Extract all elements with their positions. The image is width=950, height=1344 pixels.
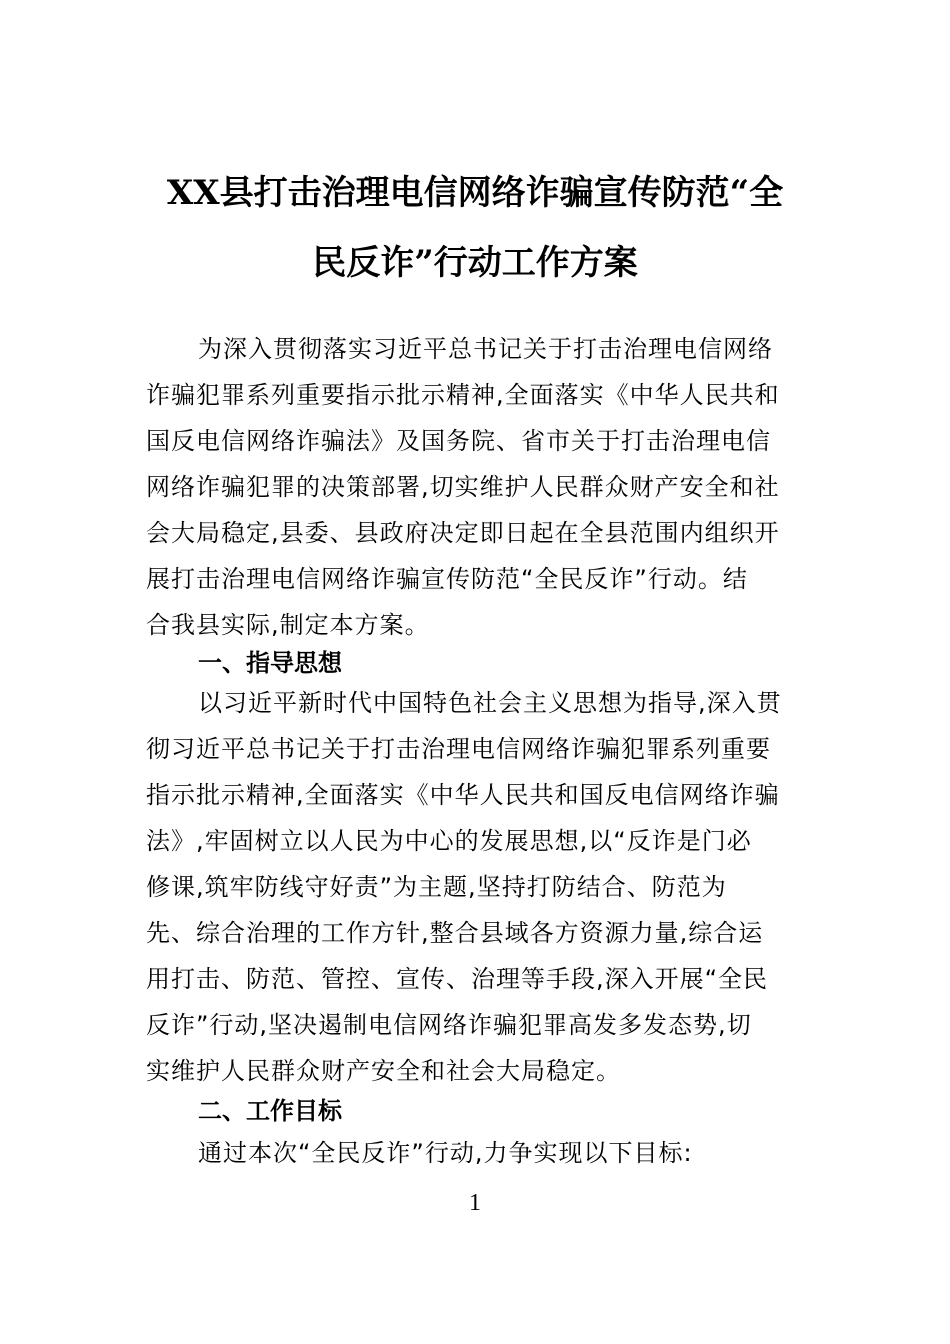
paragraph-line: 为深入贯彻落实习近平总书记关于打击治理电信网络 [198, 335, 773, 363]
page-number: 1 [469, 1190, 481, 1216]
paragraph-line: 彻习近平总书记关于打击治理电信网络诈骗犯罪系列重要 [146, 735, 771, 763]
title-line: XX县打击治理电信网络诈骗宣传防范“全 [166, 173, 784, 213]
paragraph-line: 指示批示精神,全面落实《中华人民共和国反电信网络诈骗 [146, 781, 780, 809]
paragraph-line: 修课,筑牢防线守好责”为主题,坚持打防结合、防范为 [146, 873, 727, 901]
paragraph-line: 会大局稳定,县委、县政府决定即日起在全县范围内组织开 [146, 519, 780, 547]
paragraph-line: 法》,牢固树立以人民为中心的发展思想,以“反诈是门必 [146, 827, 752, 855]
title-line: 民反诈”行动工作方案 [312, 243, 638, 283]
paragraph-line: 合我县实际,制定本方案。 [146, 611, 430, 639]
paragraph-line: 国反电信网络诈骗法》及国务院、省市关于打击治理电信 [146, 427, 771, 455]
document-title [140, 158, 810, 298]
paragraph-line: 先、综合治理的工作方针,整合县域各方资源力量,综合运 [146, 919, 764, 947]
paragraph-line: 展打击治理电信网络诈骗宣传防范“全民反诈”行动。结 [146, 565, 748, 593]
section-heading-guiding-thought: 一、指导思想 [198, 649, 342, 677]
paragraph-line: 反诈”行动,坚决遏制电信网络诈骗犯罪高发多发态势,切 [146, 1011, 752, 1039]
paragraph-line: 用打击、防范、管控、宣传、治理等手段,深入开展“全民 [146, 965, 769, 993]
paragraph-line: 通过本次“全民反诈”行动,力争实现以下目标: [198, 1139, 693, 1167]
paragraph-line: 诈骗犯罪系列重要指示批示精神,全面落实《中华人民共和 [146, 381, 780, 409]
section-heading-work-goals: 二、工作目标 [198, 1097, 342, 1125]
paragraph-line: 以习近平新时代中国特色社会主义思想为指导,深入贯 [198, 689, 782, 717]
paragraph-line: 实维护人民群众财产安全和社会大局稳定。 [146, 1057, 621, 1085]
paragraph-line: 网络诈骗犯罪的决策部署,切实维护人民群众财产安全和社 [146, 473, 780, 501]
